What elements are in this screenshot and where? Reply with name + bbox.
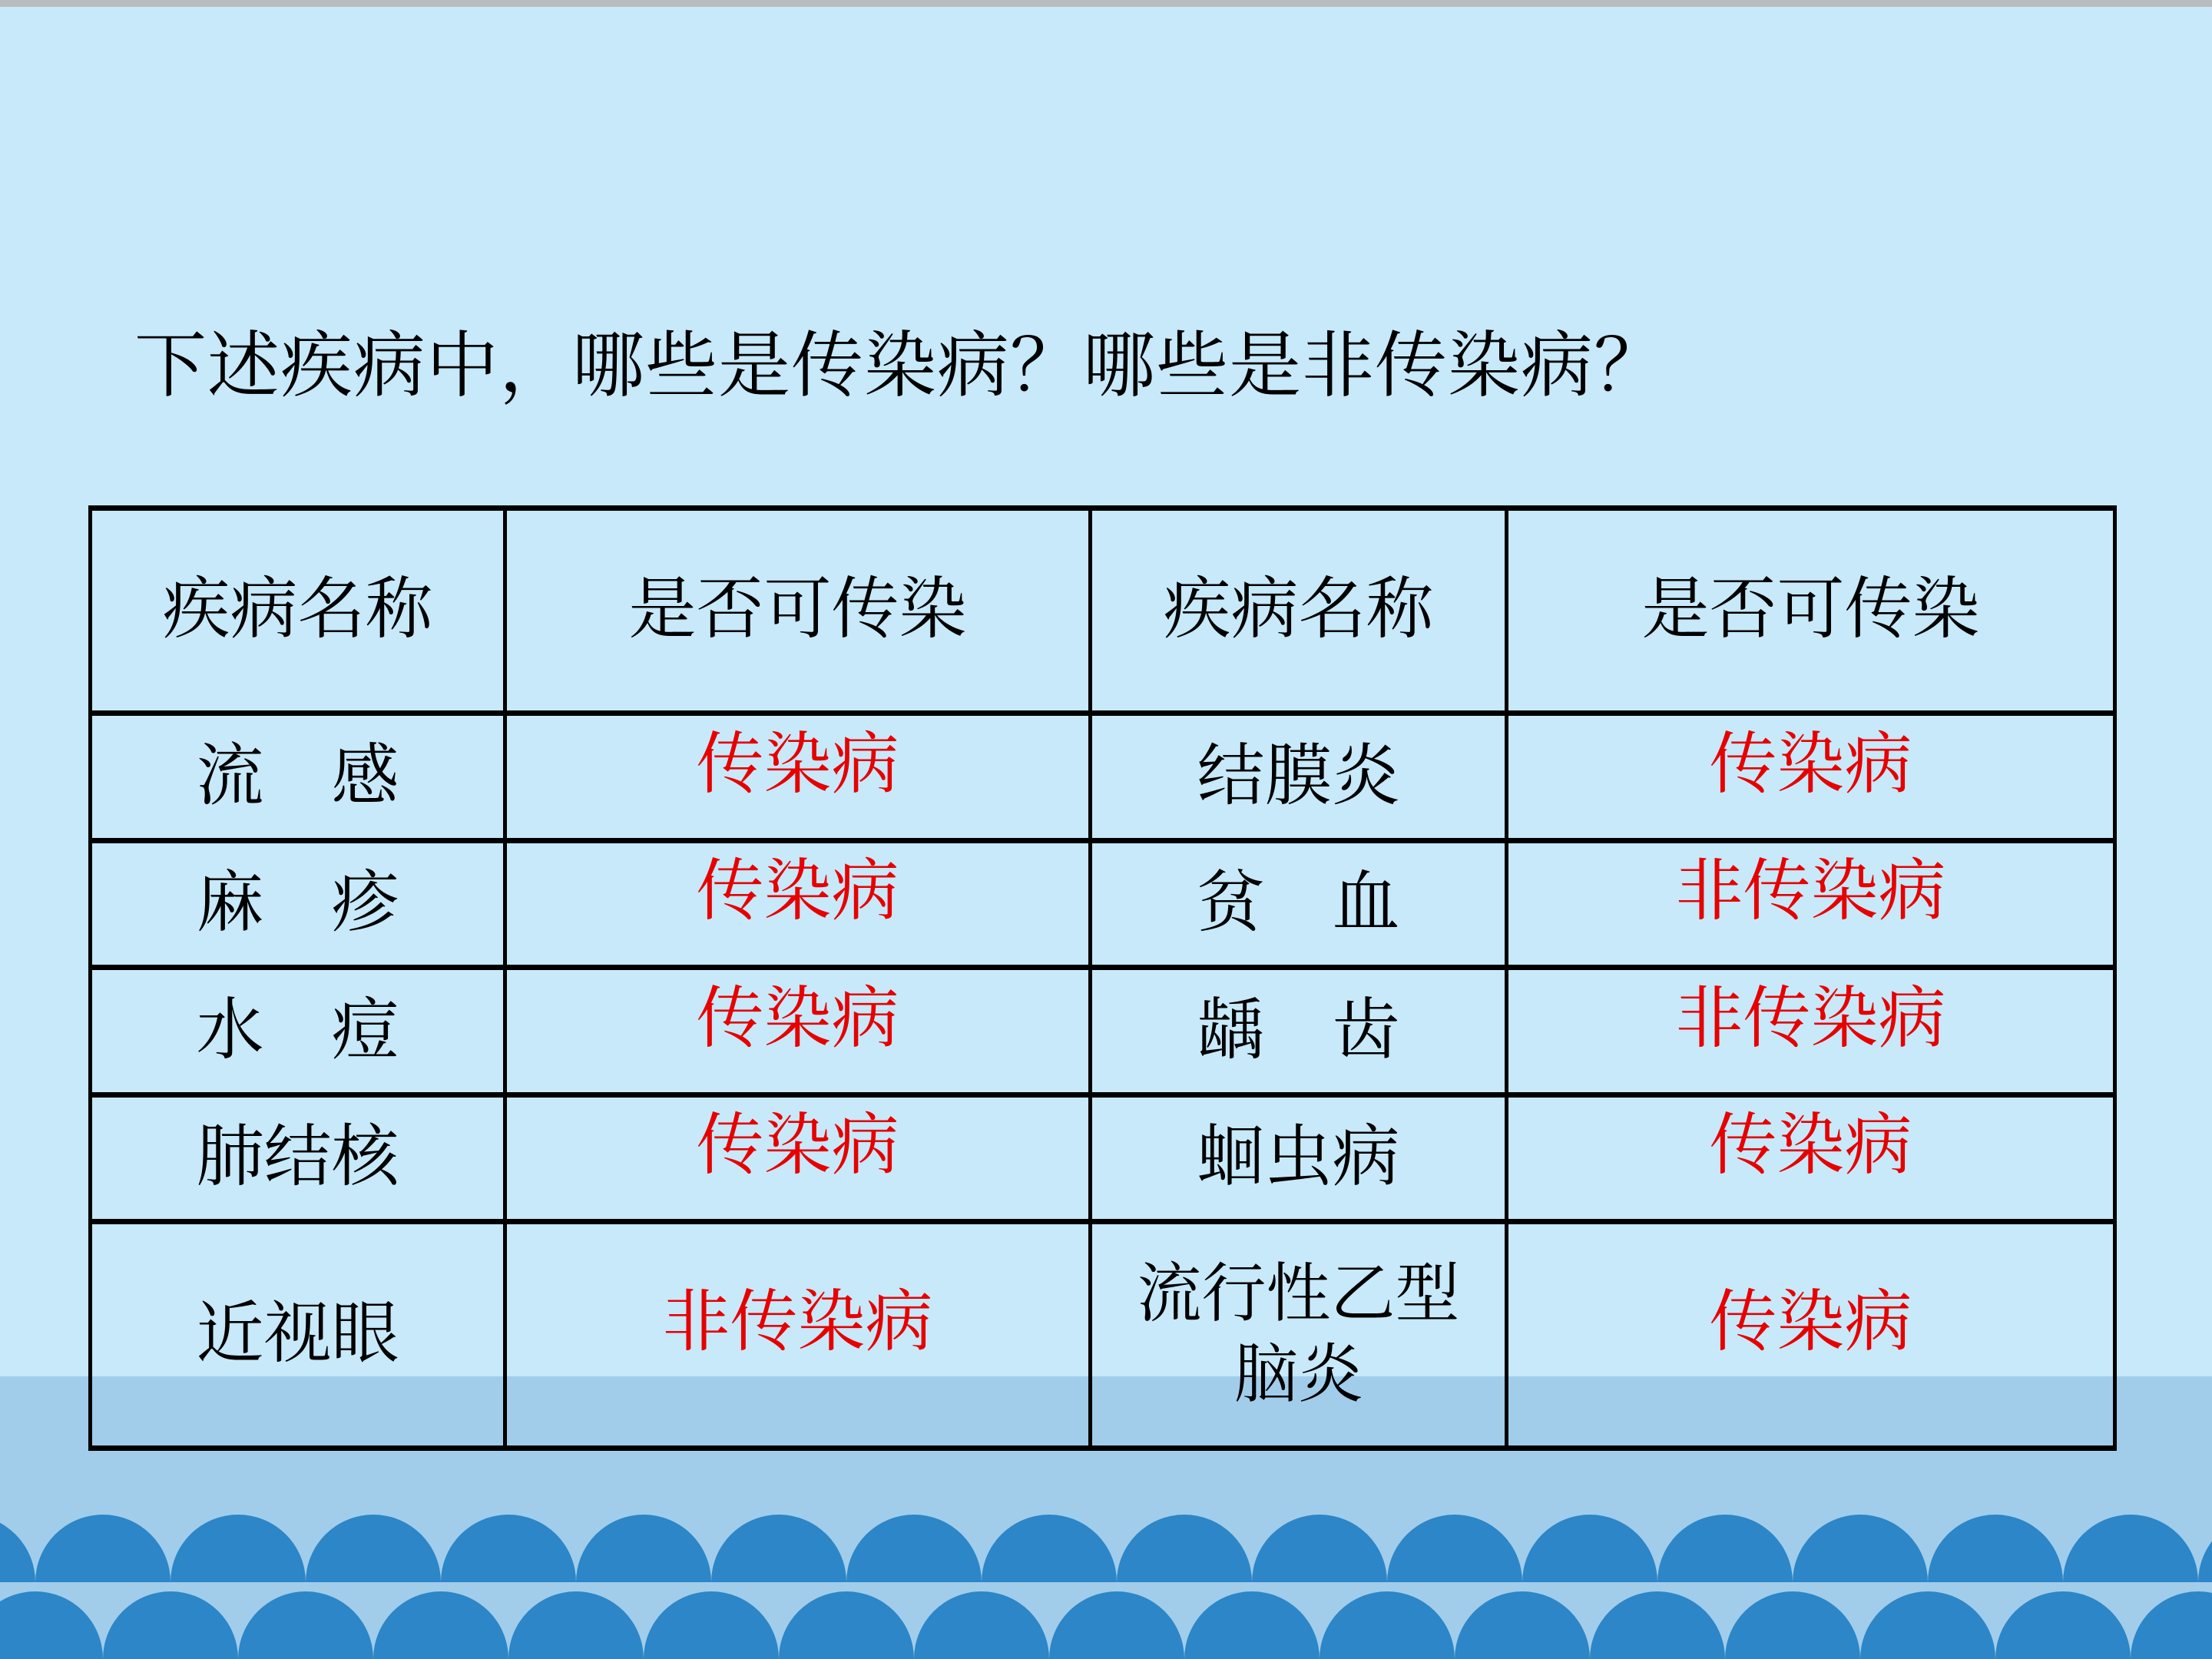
- wave-scallop: [1793, 1515, 1928, 1582]
- wave-scallop: [711, 1515, 846, 1582]
- table-row: [91, 1222, 2115, 1449]
- table-row: [91, 1095, 2115, 1222]
- wave-scallop: [779, 1591, 914, 1659]
- wave-scallop: [373, 1591, 508, 1659]
- header-disease-name-left: 疾病名称: [91, 508, 505, 714]
- wave-scallop: [35, 1515, 171, 1582]
- wave-scallop: [2198, 1515, 2212, 1582]
- wave-scallop: [1184, 1591, 1320, 1659]
- disease-name-line2: 脑炎: [1233, 1339, 1363, 1411]
- cell-disease-name: 麻 疹: [91, 841, 505, 968]
- wave-scallop: [2063, 1515, 2198, 1582]
- answer-text: 非传染病: [1675, 982, 1946, 1057]
- cell-disease-name: 肺结核: [91, 1095, 505, 1222]
- wave-scallop: [644, 1591, 779, 1659]
- cell-answer: [1507, 841, 2115, 968]
- wave-scallop: [103, 1591, 238, 1659]
- wave-scallop: [2131, 1591, 2212, 1659]
- answer-text: 传染病: [696, 982, 899, 1057]
- answer-text: 传染病: [1709, 1109, 1912, 1184]
- cell-answer: [1507, 714, 2115, 841]
- cell-answer: [505, 841, 1091, 968]
- window-edge-strip: [0, 0, 2212, 7]
- answer-text: 传染病: [1709, 1286, 1912, 1361]
- cell-disease-name: 结膜炎: [1091, 714, 1507, 841]
- answer-text: 传染病: [696, 855, 899, 930]
- wave-scallop: [914, 1591, 1049, 1659]
- cell-disease-name: [1091, 1222, 1507, 1449]
- cell-disease-name: 近视眼: [91, 1222, 505, 1449]
- wave-scallop: [1252, 1515, 1387, 1582]
- table-header-row: [91, 508, 2115, 714]
- table-row: [91, 714, 2115, 841]
- answer-text: 非传染病: [1675, 855, 1946, 930]
- answer-text: 传染病: [696, 727, 899, 803]
- wave-scallop: [238, 1591, 373, 1659]
- wave-scallop: [576, 1515, 711, 1582]
- header-infectious-left: 是否可传染: [505, 508, 1091, 714]
- wave-scallop: [508, 1591, 644, 1659]
- wave-scallop: [1455, 1591, 1590, 1659]
- disease-name-line1: 流行性乙型: [1137, 1259, 1460, 1330]
- wave-scallop: [982, 1515, 1117, 1582]
- wave-scallop: [846, 1515, 982, 1582]
- wave-scallop: [1049, 1591, 1184, 1659]
- wave-scallop: [171, 1515, 306, 1582]
- cell-answer: [505, 714, 1091, 841]
- wave-scallop: [1522, 1515, 1657, 1582]
- disease-table: [88, 505, 2117, 1451]
- cell-disease-name: 流 感: [91, 714, 505, 841]
- wave-scallop: [1117, 1515, 1252, 1582]
- wave-scallop: [1928, 1515, 2063, 1582]
- table-row: [91, 968, 2115, 1095]
- wave-scallop: [0, 1591, 103, 1659]
- slide-title: 下述疾病中，哪些是传染病？哪些是非传染病？: [134, 326, 1667, 406]
- answer-text: 非传染病: [662, 1286, 933, 1361]
- cell-answer: [1507, 1095, 2115, 1222]
- wave-scallop: [1590, 1591, 1725, 1659]
- wave-scallop: [1387, 1515, 1522, 1582]
- answer-text: 传染病: [1709, 727, 1912, 803]
- wave-scallop: [441, 1515, 576, 1582]
- wave-scallop: [0, 1515, 35, 1582]
- wave-scallop: [1320, 1591, 1455, 1659]
- cell-disease-name: 贫 血: [1091, 841, 1507, 968]
- cell-answer: [505, 968, 1091, 1095]
- wave-scallop: [1725, 1591, 1860, 1659]
- cell-answer: [1507, 1222, 2115, 1449]
- answer-text: 传染病: [696, 1109, 899, 1184]
- header-infectious-right: 是否可传染: [1507, 508, 2115, 714]
- cell-answer: [505, 1095, 1091, 1222]
- wave-scallop: [306, 1515, 441, 1582]
- wave-scallop: [1860, 1591, 1995, 1659]
- wave-scallop: [1657, 1515, 1793, 1582]
- cell-answer: [1507, 968, 2115, 1095]
- cell-disease-name: 蛔虫病: [1091, 1095, 1507, 1222]
- table-row: [91, 841, 2115, 968]
- cell-disease-name: 水 痘: [91, 968, 505, 1095]
- cell-answer: [505, 1222, 1091, 1449]
- wave-scallop: [1995, 1591, 2131, 1659]
- cell-disease-name: 龋 齿: [1091, 968, 1507, 1095]
- header-disease-name-right: 疾病名称: [1091, 508, 1507, 714]
